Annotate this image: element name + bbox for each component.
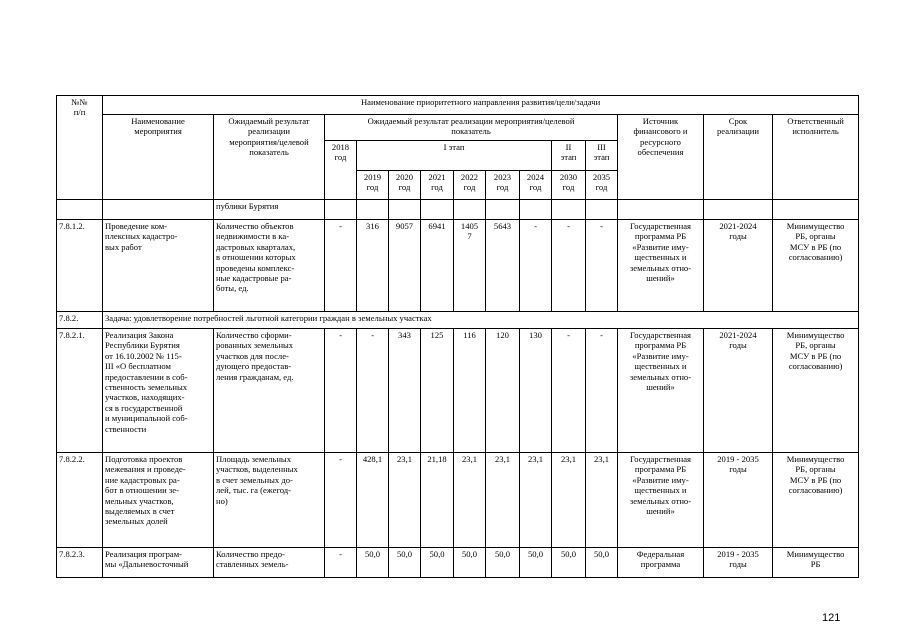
expected-result: Количество предо- ставленных земель- bbox=[214, 548, 325, 578]
event-name: Проведение ком- плексных кадастро- вых работ bbox=[103, 220, 214, 312]
header-priority: Наименование приоритетного направления развития/цели/задачи bbox=[103, 96, 859, 115]
value-2024: 50,0 bbox=[520, 548, 552, 578]
value-2024: 130 bbox=[520, 329, 552, 453]
table-row bbox=[57, 220, 859, 312]
row-num: 7.8.2.3. bbox=[57, 548, 103, 578]
funding-source: Федеральная программа bbox=[618, 548, 704, 578]
value-2022: 116 bbox=[454, 329, 486, 453]
value-2018: - bbox=[325, 329, 357, 453]
value-2030: 23,1 bbox=[552, 453, 586, 548]
row-num: 7.8.2.1. bbox=[57, 329, 103, 453]
value-2023: 5643 bbox=[486, 220, 520, 312]
value-2021: 125 bbox=[421, 329, 454, 453]
value-2024: - bbox=[520, 220, 552, 312]
value-2020: 23,1 bbox=[389, 453, 421, 548]
value-2035: - bbox=[586, 329, 618, 453]
value-2021: 6941 bbox=[421, 220, 454, 312]
task-num: 7.8.2. bbox=[57, 312, 103, 329]
value-2023: 120 bbox=[486, 329, 520, 453]
continuation-text: публики Бурятия bbox=[214, 200, 325, 220]
table-row bbox=[57, 453, 859, 548]
responsible: Минимущество РБ, органы МСУ в РБ (по согласованию) bbox=[773, 220, 859, 312]
header-responsible: Ответственный исполнитель bbox=[773, 115, 859, 200]
event-name: Реализация програм- мы «Дальневосточный bbox=[103, 548, 214, 578]
value-2018: - bbox=[325, 220, 357, 312]
header-num: №№ п/п bbox=[57, 96, 103, 200]
page-number: 121 bbox=[822, 612, 841, 624]
expected-result: Количество объектов недвижимости в ка- дастровых кварталах, в отношении которых проведены комплекс- ные кадастровые ра- боты, ед. bbox=[214, 220, 325, 312]
responsible: Минимущество РБ bbox=[773, 548, 859, 578]
header-term: Срок реализации bbox=[704, 115, 773, 200]
expected-result: Площадь земельных участков, выделенных в счет земельных до- лей, тыс. га (ежегод- но) bbox=[214, 453, 325, 548]
value-2024: 23,1 bbox=[520, 453, 552, 548]
event-name: Подготовка проектов межевания и проведе- ние кадастровых ра- бот в отношении зе- мельных участков, выделяемых в счет земельных долей bbox=[103, 453, 214, 548]
responsible: Минимущество РБ, органы МСУ в РБ (по согласованию) bbox=[773, 453, 859, 548]
event-name: Реализация Закона Республики Бурятия от 16.10.2002 № 115- III «О бесплатном предоставлении в соб- ственность земельных участков, находящих- ся в государственной и муниципальной соб- ственности bbox=[103, 329, 214, 453]
value-2019: 316 bbox=[357, 220, 389, 312]
header-event-name: Наименование мероприятия bbox=[103, 115, 214, 200]
value-2023: 23,1 bbox=[486, 453, 520, 548]
value-2030: - bbox=[552, 220, 586, 312]
value-2020: 343 bbox=[389, 329, 421, 453]
responsible: Минимущество РБ, органы МСУ в РБ (по согласованию) bbox=[773, 329, 859, 453]
header-year-2024: 2024 год bbox=[520, 171, 552, 200]
value-2035: 23,1 bbox=[586, 453, 618, 548]
term: 2021-2024 годы bbox=[704, 220, 773, 312]
header-year-2021: 2021 год bbox=[421, 171, 454, 200]
value-2021: 50,0 bbox=[421, 548, 454, 578]
row-num: 7.8.2.2. bbox=[57, 453, 103, 548]
table-row bbox=[57, 548, 859, 578]
value-2019: 50,0 bbox=[357, 548, 389, 578]
header-expected-result: Ожидаемый результат реализации мероприятия/целевой показатель bbox=[214, 115, 325, 200]
header-year-2022: 2022 год bbox=[454, 171, 486, 200]
header-stage-1: I этап bbox=[357, 141, 552, 171]
table-row bbox=[57, 329, 859, 453]
value-2018: - bbox=[325, 453, 357, 548]
header-year-2035: 2035 год bbox=[586, 171, 618, 200]
header-year-2018: 2018 год bbox=[325, 141, 357, 200]
value-2030: 50,0 bbox=[552, 548, 586, 578]
task-text: Задача: удовлетворение потребностей льготной категории граждан в земельных участках bbox=[103, 312, 859, 329]
funding-source: Государственная программа РБ «Развитие иму- щественных и земельных отно- шений» bbox=[618, 453, 704, 548]
value-2019: 428,1 bbox=[357, 453, 389, 548]
table-row bbox=[57, 200, 859, 220]
header-source: Источник финансового и ресурсного обеспечения bbox=[618, 115, 704, 200]
value-2018: - bbox=[325, 548, 357, 578]
term: 2019 - 2035 годы bbox=[704, 548, 773, 578]
value-2035: - bbox=[586, 220, 618, 312]
term: 2019 - 2035 годы bbox=[704, 453, 773, 548]
plan-table bbox=[56, 95, 859, 578]
header-year-2020: 2020 год bbox=[389, 171, 421, 200]
header-stage-3: III этап bbox=[586, 141, 618, 171]
value-2023: 50,0 bbox=[486, 548, 520, 578]
value-2022: 1405 7 bbox=[454, 220, 486, 312]
value-2030: - bbox=[552, 329, 586, 453]
expected-result: Количество сформи- рованных земельных участков для после- дующего предостав- ления гражданам, ед. bbox=[214, 329, 325, 453]
value-2020: 9057 bbox=[389, 220, 421, 312]
term: 2021-2024 годы bbox=[704, 329, 773, 453]
value-2019: - bbox=[357, 329, 389, 453]
funding-source: Государственная программа РБ «Развитие иму- щественных и земельных отно- шений» bbox=[618, 329, 704, 453]
header-year-2023: 2023 год bbox=[486, 171, 520, 200]
header-expected-group: Ожидаемый результат реализации мероприятия/целевой показатель bbox=[325, 115, 618, 141]
value-2021: 21,18 bbox=[421, 453, 454, 548]
header-year-2019: 2019 год bbox=[357, 171, 389, 200]
value-2035: 50,0 bbox=[586, 548, 618, 578]
header-stage-2: II этап bbox=[552, 141, 586, 171]
value-2022: 50,0 bbox=[454, 548, 486, 578]
row-num: 7.8.1.2. bbox=[57, 220, 103, 312]
table-row bbox=[57, 312, 859, 329]
header-year-2030: 2030 год bbox=[552, 171, 586, 200]
value-2022: 23,1 bbox=[454, 453, 486, 548]
value-2020: 50,0 bbox=[389, 548, 421, 578]
funding-source: Государственная программа РБ «Развитие иму- щественных и земельных отно- шений» bbox=[618, 220, 704, 312]
